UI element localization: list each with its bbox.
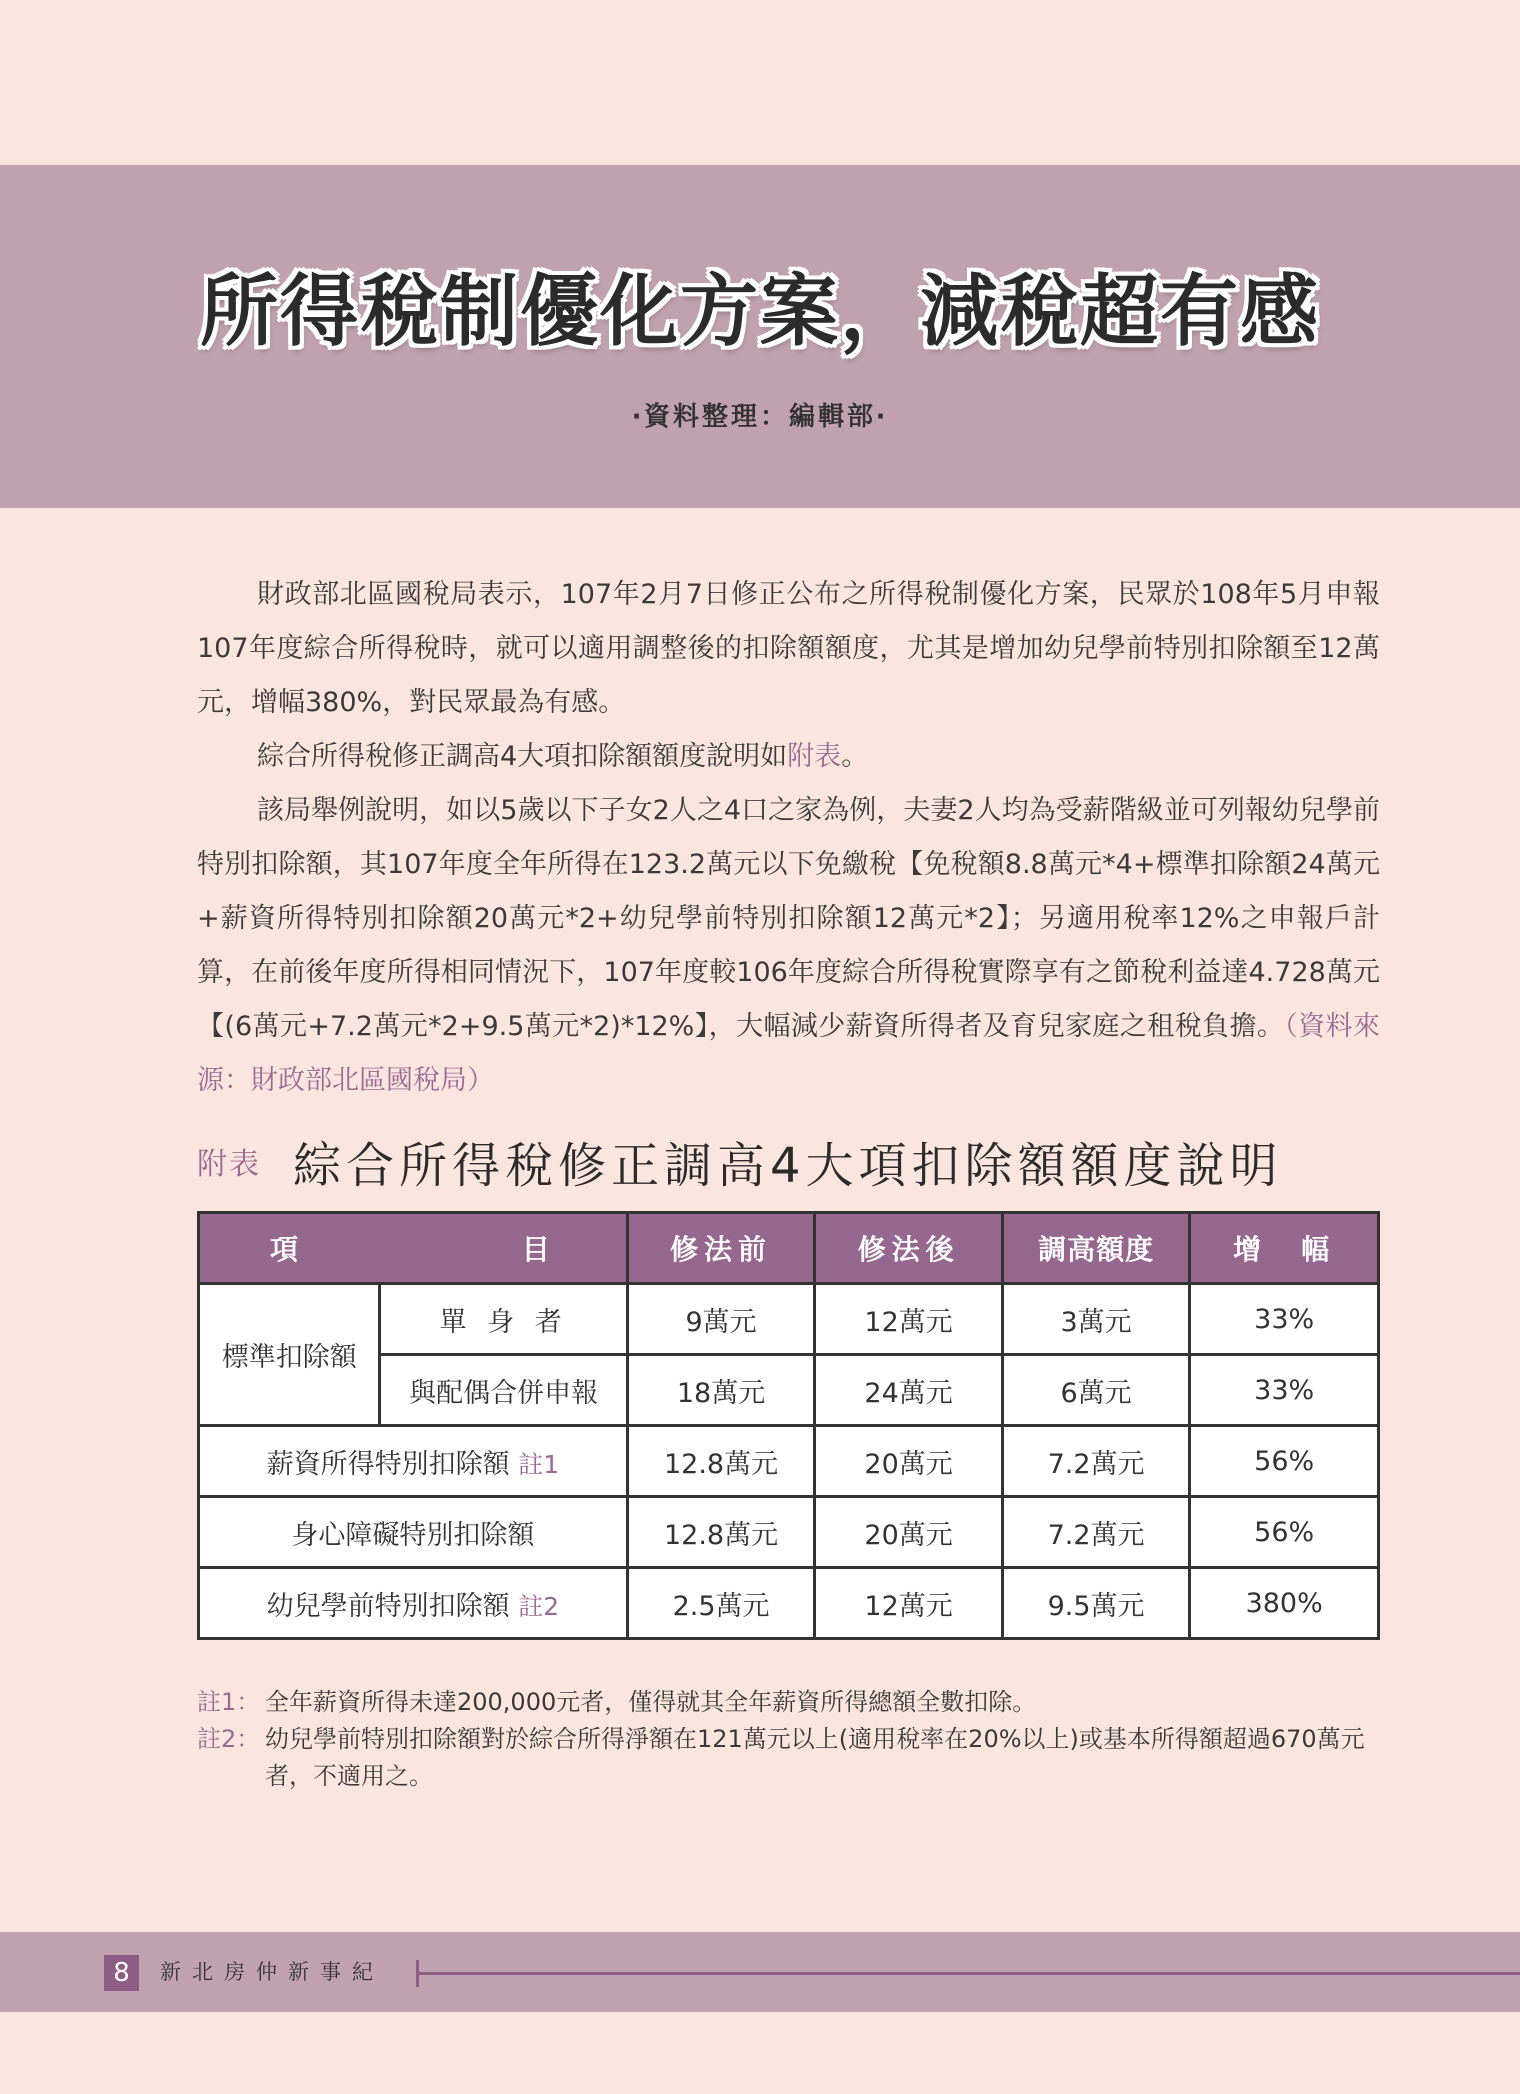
cell-before: 2.5萬元 xyxy=(627,1568,815,1639)
paragraph-2-text: 綜合所得稅修正調高4大項扣除額額度說明如 xyxy=(257,741,788,772)
cell-before: 9萬元 xyxy=(627,1284,815,1355)
footnote-2 xyxy=(197,1721,1380,1795)
header-item-a: 項 xyxy=(270,1233,305,1266)
magazine-name: 新北房仲新事紀 xyxy=(160,1960,384,1984)
footnote-text: 全年薪資所得未達200,000元者，僅得就其全年薪資所得總額全數扣除。 xyxy=(265,1688,1037,1716)
table-row xyxy=(199,1568,1379,1639)
table-tag: 附表 xyxy=(197,1147,261,1182)
deduction-table xyxy=(197,1211,1380,1640)
row-label-text: 幼兒學前特別扣除額 xyxy=(266,1590,510,1622)
header-rate: 增 幅 xyxy=(1190,1213,1379,1284)
cell-before: 18萬元 xyxy=(627,1355,815,1426)
header-before: 修法前 xyxy=(627,1213,815,1284)
table-heading xyxy=(197,1126,1380,1196)
row-label xyxy=(199,1568,628,1639)
table-header-row xyxy=(199,1213,1379,1284)
table-row xyxy=(199,1497,1379,1568)
note-ref-1[interactable]: 註1 xyxy=(518,1449,560,1479)
cell-increase: 3萬元 xyxy=(1002,1284,1190,1355)
cell-increase: 7.2萬元 xyxy=(1002,1497,1190,1568)
cell-after: 20萬元 xyxy=(815,1497,1002,1568)
cell-increase: 9.5萬元 xyxy=(1002,1568,1190,1639)
paragraph-1: 財政部北區國稅局表示，107年2月7日修正公布之所得稅制優化方案，民眾於108年5月申報107年度綜合所得稅時，就可以適用調整後的扣除額額度，尤其是增加幼兒學前特別扣除額至12萬元，增幅380%，對民眾最為有感。 xyxy=(197,579,1380,718)
header-item xyxy=(199,1213,628,1284)
table-row xyxy=(199,1426,1379,1497)
cell-after: 24萬元 xyxy=(815,1355,1002,1426)
row-label: 身心障礙特別扣除額 xyxy=(199,1497,628,1568)
row-label xyxy=(199,1426,628,1497)
header-item-b: 目 xyxy=(521,1233,556,1266)
page-number: 8 xyxy=(104,1955,139,1991)
table-row xyxy=(199,1284,1379,1355)
cell-before: 12.8萬元 xyxy=(627,1426,815,1497)
cell-increase: 7.2萬元 xyxy=(1002,1426,1190,1497)
cell-before: 12.8萬元 xyxy=(627,1497,815,1568)
byline: ‧資料整理：編輯部‧ xyxy=(631,402,889,432)
cell-rate: 33% xyxy=(1190,1355,1379,1426)
paragraph-3-text: 該局舉例說明，如以5歲以下子女2人之4口之家為例，夫妻2人均為受薪階級並可列報幼兒學前特別扣除額，其107年度全年所得在123.2萬元以下免繳稅【免稅額8.8萬元*4+標準扣除額24萬元+薪資所得特別扣除額20萬元*2+幼兒學前特別扣除額12萬元*2】；另適用稅率12%之申報戶計算，在前後年度所得相同情況下，107年度較106年度綜合所得稅實際享有之節稅利益達4.728萬元【(6萬元+7.2萬元*2+9.5萬元*2)*12%】，大幅減少薪資所得者及育兒家庭之租稅負擔。 xyxy=(197,795,1380,1042)
appendix-link[interactable]: 附表 xyxy=(787,741,842,772)
row-label-text: 薪資所得特別扣除額 xyxy=(266,1448,510,1480)
paragraph-3 xyxy=(197,784,1380,1108)
row-label: 單 身 者 xyxy=(380,1284,627,1355)
cell-rate: 33% xyxy=(1190,1284,1379,1355)
cell-after: 12萬元 xyxy=(815,1568,1002,1639)
footer-divider-line xyxy=(416,1972,1520,1975)
row-label: 與配偶合併申報 xyxy=(380,1355,627,1426)
paragraph-2 xyxy=(197,730,1380,784)
footnote-label: 註2： xyxy=(197,1725,261,1753)
article-body xyxy=(197,568,1380,1108)
cell-rate: 380% xyxy=(1190,1568,1379,1639)
page-title: 所得稅制優化方案，減稅超有感 xyxy=(199,267,1320,357)
table-title: 綜合所得稅修正調高4大項扣除額額度說明 xyxy=(293,1137,1283,1194)
footnote-1 xyxy=(197,1684,1380,1721)
group-label: 標準扣除額 xyxy=(199,1284,380,1426)
cell-after: 12萬元 xyxy=(815,1284,1002,1355)
footnotes xyxy=(197,1684,1380,1795)
paragraph-2-end: 。 xyxy=(841,741,869,772)
cell-increase: 6萬元 xyxy=(1002,1355,1190,1426)
note-ref-2[interactable]: 註2 xyxy=(518,1591,560,1621)
cell-rate: 56% xyxy=(1190,1426,1379,1497)
footnote-label: 註1： xyxy=(197,1688,261,1716)
header-increase: 調高額度 xyxy=(1002,1213,1190,1284)
cell-rate: 56% xyxy=(1190,1497,1379,1568)
cell-after: 20萬元 xyxy=(815,1426,1002,1497)
footnote-text: 幼兒學前特別扣除額對於綜合所得淨額在121萬元以上(適用稅率在20%以上)或基本所得額超過670萬元者，不適用之。 xyxy=(265,1725,1365,1790)
source-note: （資料來源：財政部北區國稅局） xyxy=(197,1011,1380,1096)
header-after: 修法後 xyxy=(815,1213,1002,1284)
